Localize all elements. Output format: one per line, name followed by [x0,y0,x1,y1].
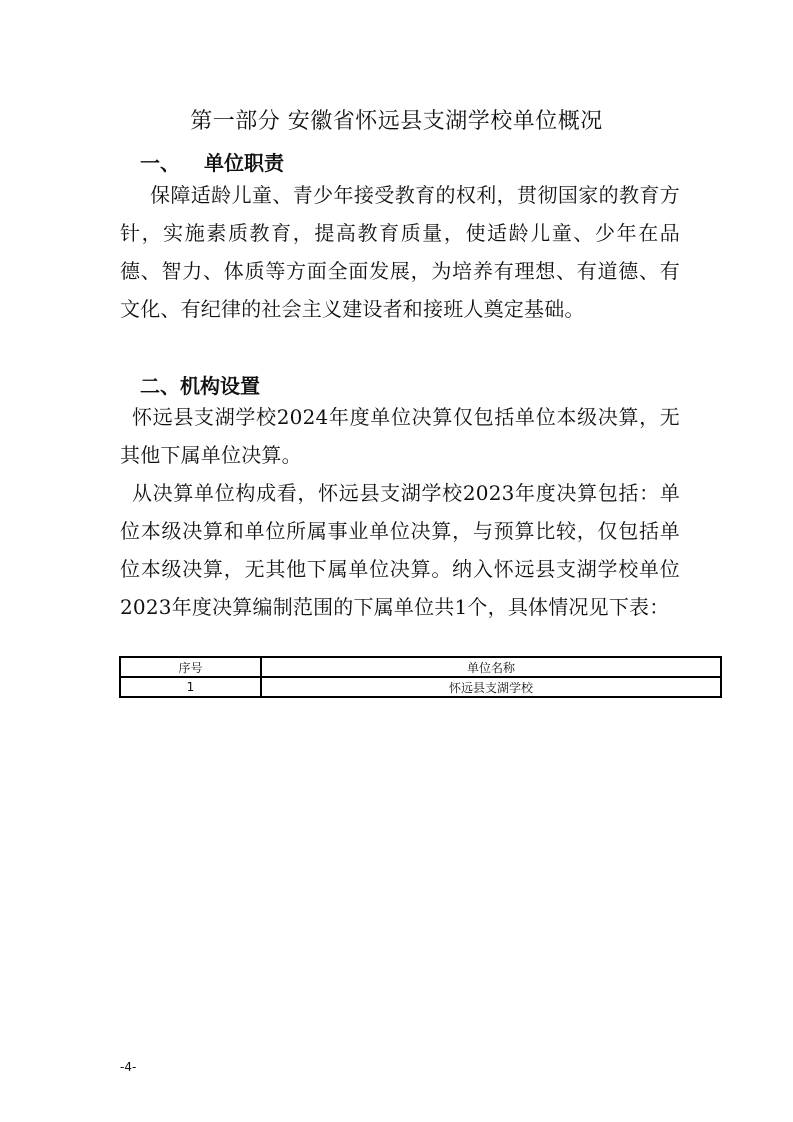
table-row [120,677,721,697]
organization-paragraph-1: 怀远县支湖学校2024年度单位决算仅包括单位本级决算，无其他下属单位决算。 [120,405,680,467]
section-heading-duties [140,147,284,176]
cell-unit-name: 怀远县支湖学校 [261,677,721,697]
organization-paragraph-2: 从决算单位构成看，怀远县支湖学校2023年度决算包括：单位本级决算和单位所属事业单位决算，与预算比较，仅包括单位本级决算，无其他下属单位决算。纳入怀远县支湖学校单位2023年度决算编制范围的下属单位共1个，具体情况见下表： [120,481,680,619]
page-number: -4- [120,1060,137,1074]
page-title: 第一部分 安徽省怀远县支湖学校单位概况 [190,109,603,134]
section-number: 一、 [140,151,180,175]
header-serial-number: 序号 [120,657,261,677]
section-heading-organization: 二、机构设置 [140,374,260,398]
section-heading-text: 单位职责 [204,151,284,175]
header-unit-name: 单位名称 [261,657,721,677]
table-header-row [120,657,721,677]
duties-paragraph: 保障适龄儿童、青少年接受教育的权利，贯彻国家的教育方针，实施素质教育，提高教育质量，使适龄儿童、少年在品德、智力、体质等方面全面发展，为培养有理想、有道德、有文化、有纪律的社会主义建设者和接班人奠定基础。 [120,183,680,321]
units-table [119,656,722,698]
cell-serial-number: 1 [120,677,261,697]
